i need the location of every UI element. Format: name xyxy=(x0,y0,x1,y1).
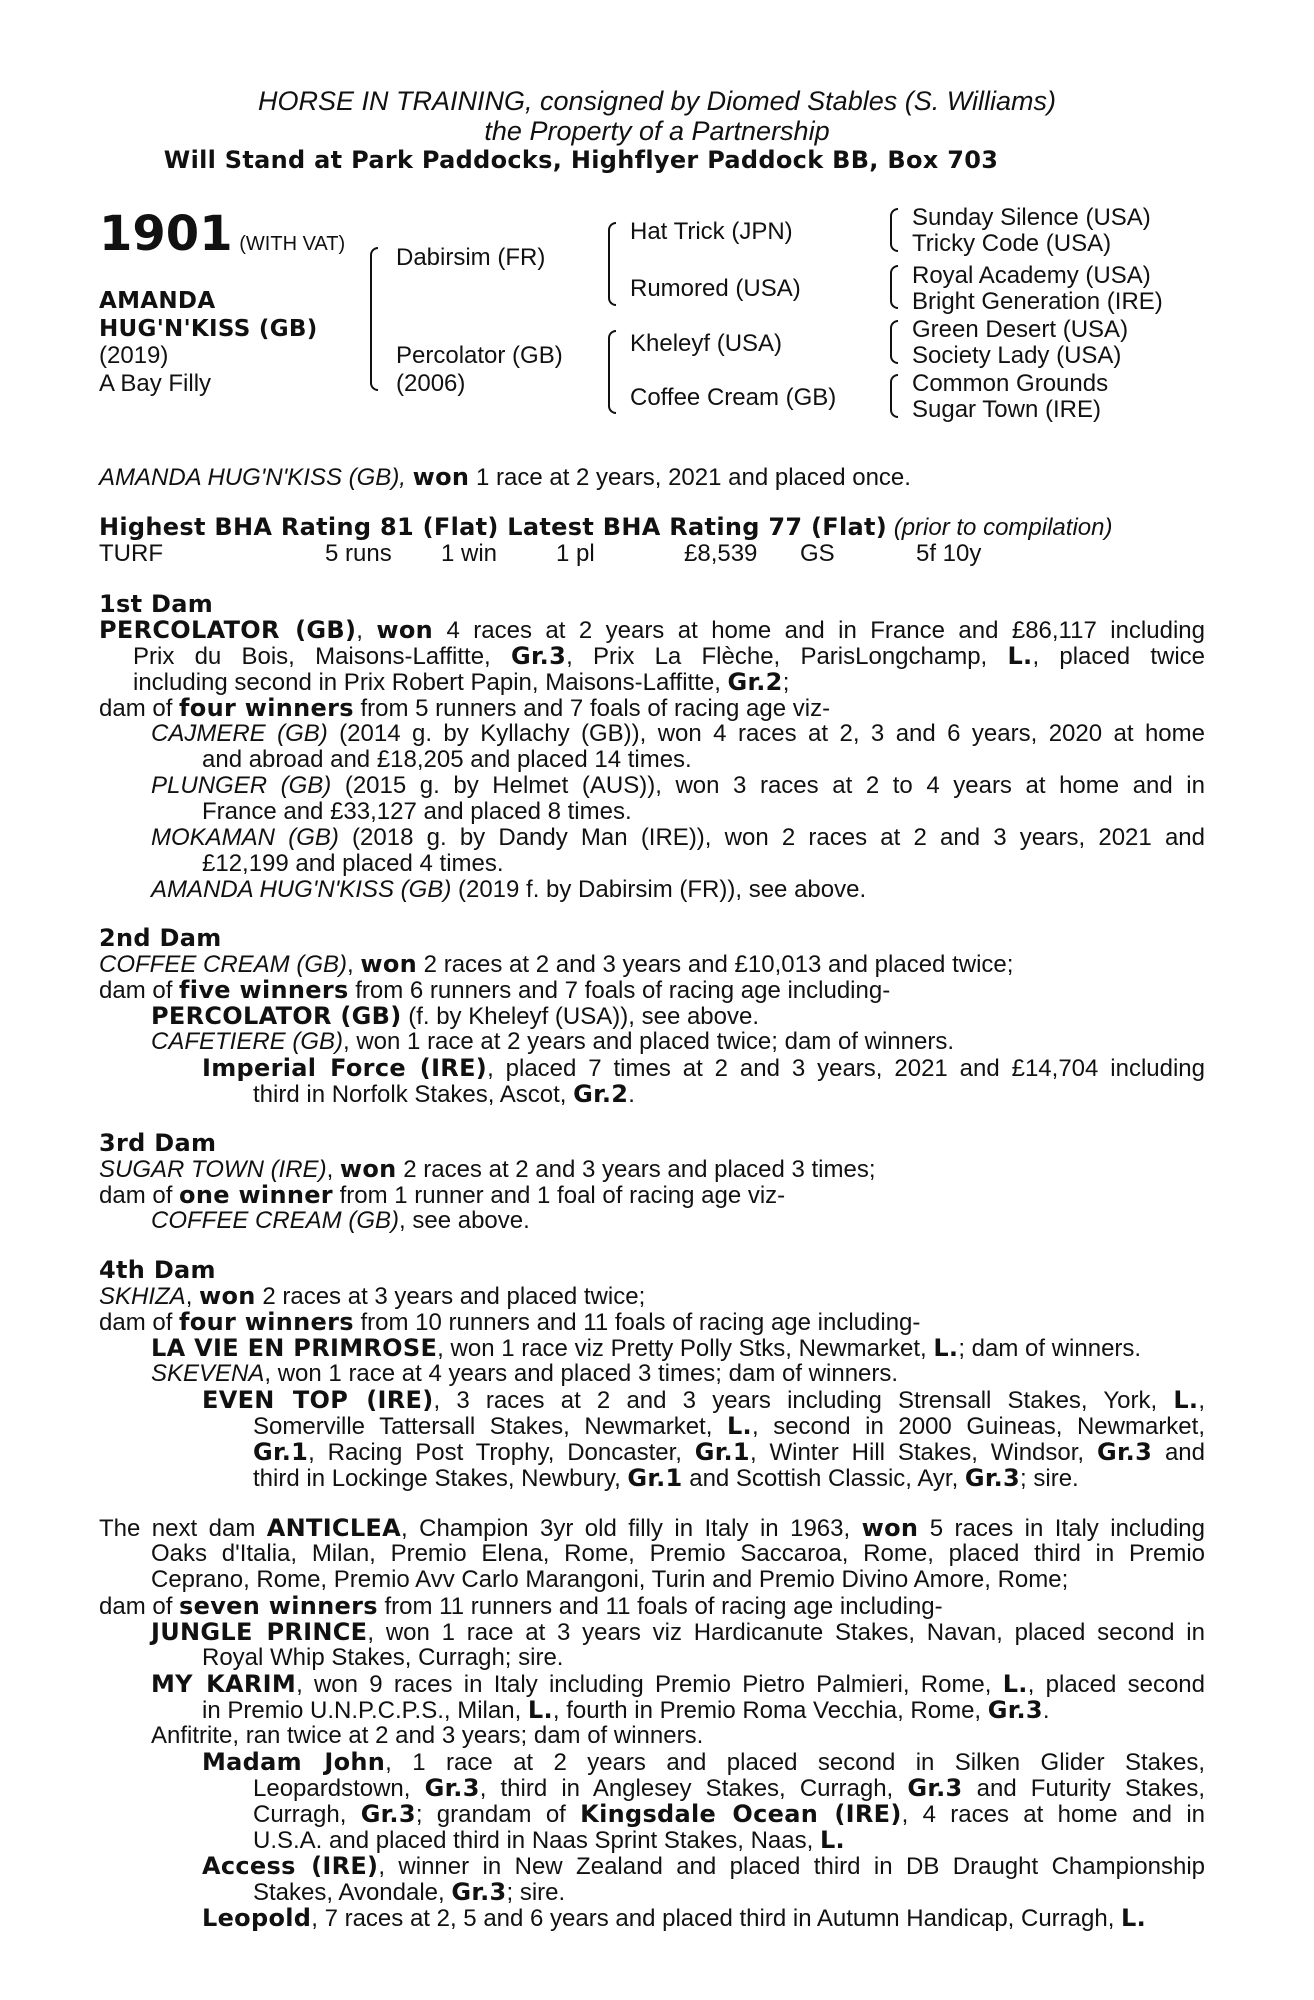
ownership-line: the Property of a Partnership xyxy=(484,116,830,146)
text: dam of xyxy=(99,977,180,1004)
race-grade: L. xyxy=(1121,1904,1147,1932)
pedigree-brace xyxy=(608,330,616,414)
dam-name: PERCOLATOR (GB) xyxy=(99,616,357,644)
great-grandsire-1: Sunday Silence (USA) xyxy=(912,204,1151,231)
race-grade: Gr.3 xyxy=(1096,1438,1153,1466)
race-grade: Gr.3 xyxy=(360,1800,416,1828)
race-grade: Gr.3 xyxy=(424,1774,480,1802)
great-grandsire-4: Common Grounds xyxy=(912,370,1109,397)
dam-year: (2006) xyxy=(396,370,466,397)
pedigree-brace xyxy=(890,374,898,418)
text: in Premio U.N.P.C.P.S., Milan, xyxy=(202,1697,528,1724)
rating-going: GS xyxy=(800,540,835,567)
horse-name-2: HUG'N'KISS (GB) xyxy=(99,316,318,342)
produce-name: Access (IRE) xyxy=(202,1852,379,1880)
race-grade: L. xyxy=(1007,642,1033,670)
first-dam-line xyxy=(133,643,1205,670)
produce-name: Leopold xyxy=(202,1904,312,1932)
foaling-year: (2019) xyxy=(99,342,169,369)
produce-entry xyxy=(151,1619,1205,1646)
produce-entry-cont xyxy=(253,1413,1205,1440)
granddam-2: Coffee Cream (GB) xyxy=(630,384,837,411)
rating-runs: 5 runs xyxy=(325,540,392,567)
dam-name: ANTICLEA xyxy=(266,1514,402,1542)
text: . xyxy=(628,1081,635,1108)
text: from 5 runners and 7 foals of racing age viz- xyxy=(353,695,831,722)
next-dam-line: Oaks d'Italia, Milan, Premio Elena, Rome, Premio Saccaroa, Rome, placed third in Premio xyxy=(151,1540,1205,1567)
race-grade: Gr.1 xyxy=(694,1438,750,1466)
produce-entry xyxy=(151,877,1257,903)
second-dam-produce-intro xyxy=(99,977,1205,1004)
produce-entry xyxy=(151,825,1205,851)
text: (2014 g. by Kyllachy (GB)), won 4 races at 2, 3 and 6 years, 2020 at home xyxy=(327,720,1205,747)
produce-name: PLUNGER (GB) xyxy=(151,772,332,799)
text: and Scottish Classic, Ayr, xyxy=(682,1465,965,1492)
text: , won 9 races in Italy including Premio Pietro Palmieri, Rome, xyxy=(296,1671,1003,1698)
rating-note: (prior to compilation) xyxy=(893,514,1113,541)
grandsire-1: Hat Trick (JPN) xyxy=(630,218,793,245)
text: dam of xyxy=(99,1309,180,1336)
produce-entry xyxy=(151,1029,1257,1055)
text: ; dam of winners. xyxy=(958,1335,1142,1362)
produce-entry xyxy=(202,1387,1205,1414)
great-grandsire-3: Green Desert (USA) xyxy=(912,316,1129,343)
text: , winner in New Zealand and placed third in DB Draught Championship xyxy=(378,1853,1205,1880)
winners-count: four winners xyxy=(179,694,354,722)
dam-name: SUGAR TOWN (IRE) xyxy=(99,1156,327,1183)
text: 2 races at 3 years and placed twice; xyxy=(255,1283,646,1310)
second-dam-heading: 2nd Dam xyxy=(99,924,222,952)
rating-distance: 5f 10y xyxy=(916,540,982,567)
great-granddam-2: Bright Generation (IRE) xyxy=(912,288,1163,315)
produce-name: CAJMERE (GB) xyxy=(151,720,328,747)
produce-entry xyxy=(151,1208,1257,1234)
text: , second in 2000 Guineas, Newmarket, xyxy=(751,1413,1205,1440)
produce-entry-cont: Royal Whip Stakes, Curragh; sire. xyxy=(202,1644,564,1671)
produce-entry xyxy=(151,1671,1205,1698)
text: from 6 runners and 7 foals of racing age including- xyxy=(348,977,891,1004)
produce-entry-cont xyxy=(253,1465,1314,1492)
text: , xyxy=(185,1283,200,1310)
text: , placed 7 times at 2 and 3 years, 2021 and £14,704 including xyxy=(487,1055,1205,1082)
rating-earnings: £8,539 xyxy=(684,540,758,567)
text: U.S.A. and placed third in Naas Sprint Stakes, Naas, xyxy=(253,1827,820,1854)
produce-entry xyxy=(151,1003,1257,1030)
race-grade: Gr.1 xyxy=(253,1438,309,1466)
summary-text: 1 race at 2 years, 2021 and placed once. xyxy=(469,464,911,491)
text: dam of xyxy=(99,695,180,722)
won-label: won xyxy=(199,1282,256,1310)
lot-number-block xyxy=(99,206,345,262)
first-dam-line xyxy=(133,669,1239,696)
produce-name: Imperial Force (IRE) xyxy=(202,1054,488,1082)
text: and xyxy=(1152,1439,1205,1466)
text: , see above. xyxy=(399,1207,530,1234)
third-dam-heading: 3rd Dam xyxy=(99,1129,217,1157)
rating-label: Highest BHA Rating 81 (Flat) Latest BHA Rating 77 (Flat) xyxy=(99,513,888,541)
first-dam-heading: 1st Dam xyxy=(99,590,214,618)
text: Somerville Tattersall Stakes, Newmarket, xyxy=(253,1413,727,1440)
text: , third in Anglesey Stakes, Curragh, xyxy=(479,1775,908,1802)
text: from 11 runners and 11 foals of racing age including- xyxy=(377,1593,943,1620)
pedigree-brace xyxy=(608,222,616,306)
produce-entry-cont xyxy=(253,1827,1314,1854)
produce-name: SKEVENA xyxy=(151,1360,265,1387)
produce-name: COFFEE CREAM (GB) xyxy=(151,1207,400,1234)
produce-entry xyxy=(151,721,1205,747)
race-grade: Gr.3 xyxy=(987,1696,1043,1724)
text: 5 races in Italy including xyxy=(918,1515,1205,1542)
produce-entry-cont xyxy=(253,1439,1205,1466)
text: , won 1 race at 3 years viz Hardicanute Stakes, Navan, placed second in xyxy=(367,1619,1205,1646)
produce-name: EVEN TOP (IRE) xyxy=(202,1386,434,1414)
text: dam of xyxy=(99,1182,180,1209)
sire: Dabirsim (FR) xyxy=(396,244,546,271)
text: (2019 f. by Dabirsim (FR)), see above. xyxy=(451,876,867,903)
winners-count: four winners xyxy=(179,1308,354,1336)
text: , won 1 race at 2 years and placed twice; dam of winners. xyxy=(343,1028,954,1055)
dam: Percolator (GB) xyxy=(396,342,563,369)
pedigree-brace xyxy=(890,208,898,252)
text: , xyxy=(356,617,377,644)
granddam-1: Rumored (USA) xyxy=(630,275,801,302)
won-label: won xyxy=(861,1514,919,1542)
horse-description: A Bay Filly xyxy=(99,370,212,397)
race-grade: Gr.1 xyxy=(627,1464,683,1492)
produce-entry xyxy=(202,1853,1205,1880)
text: , Winter Hill Stakes, Windsor, xyxy=(749,1439,1097,1466)
second-dam-line xyxy=(99,951,1205,978)
race-grade: Gr.3 xyxy=(964,1464,1021,1492)
grandsire-2: Kheleyf (USA) xyxy=(630,330,783,357)
race-grade: Gr.3 xyxy=(510,642,567,670)
dam-name: SKHIZA xyxy=(99,1283,186,1310)
great-granddam-3: Society Lady (USA) xyxy=(912,342,1122,369)
produce-name: MY KARIM xyxy=(151,1670,297,1698)
rating-wins: 1 win xyxy=(441,540,498,567)
text: from 1 runner and 1 foal of racing age viz- xyxy=(332,1182,786,1209)
text: Curragh, xyxy=(253,1801,361,1828)
summary-horse-name: AMANDA HUG'N'KISS (GB), xyxy=(99,464,406,491)
first-dam-line xyxy=(99,617,1205,644)
produce-entry xyxy=(202,1749,1205,1776)
produce-name: LA VIE EN PRIMROSE xyxy=(151,1334,438,1362)
text: ; xyxy=(782,669,790,696)
great-granddam-4: Sugar Town (IRE) xyxy=(912,396,1101,423)
next-dam-line xyxy=(99,1515,1205,1542)
race-grade: Gr.2 xyxy=(727,668,783,696)
text: , Prix La Flèche, ParisLongchamp, xyxy=(566,643,1008,670)
produce-name: AMANDA HUG'N'KISS (GB) xyxy=(151,876,452,903)
text: , 3 races at 2 and 3 years including Strensall Stakes, York, xyxy=(433,1387,1174,1414)
text: 2 races at 2 and 3 years and placed 3 times; xyxy=(396,1156,876,1183)
produce-entry-cont xyxy=(253,1081,1314,1108)
produce-name: PERCOLATOR (GB) xyxy=(151,1002,402,1030)
race-grade: L. xyxy=(1173,1386,1199,1414)
rating-placed: 1 pl xyxy=(556,540,595,567)
next-dam-produce-intro xyxy=(99,1593,1205,1620)
produce-entry xyxy=(202,1905,1308,1932)
won-label: won xyxy=(360,950,418,978)
produce-name: MOKAMAN (GB) xyxy=(151,824,339,851)
produce-entry-cont xyxy=(253,1879,1314,1906)
produce-name: Madam John xyxy=(202,1748,386,1776)
winners-count: five winners xyxy=(179,976,349,1004)
produce-entry-cont xyxy=(253,1801,1205,1828)
summary-won: won xyxy=(412,463,470,491)
produce-entry: Anfitrite, ran twice at 2 and 3 years; dam of winners. xyxy=(151,1722,704,1749)
stand-location: Will Stand at Park Paddocks, Highflyer Paddock BB, Box 703 xyxy=(163,146,999,174)
race-grade: Gr.3 xyxy=(907,1774,963,1802)
pedigree-brace xyxy=(370,247,378,391)
text: dam of xyxy=(99,1593,180,1620)
race-grade: Gr.3 xyxy=(451,1878,507,1906)
text: 2 races at 2 and 3 years and £10,013 and placed twice; xyxy=(417,951,1014,978)
text: , xyxy=(1198,1387,1206,1414)
consignor-line: HORSE IN TRAINING, consigned by Diomed Stables (S. Williams) xyxy=(258,86,1056,116)
race-grade: Gr.2 xyxy=(573,1080,629,1108)
text: Stakes, Avondale, xyxy=(253,1879,452,1906)
text: (f. by Kheleyf (USA)), see above. xyxy=(401,1003,760,1030)
text: , 4 races at home and in xyxy=(901,1801,1205,1828)
pedigree-brace xyxy=(890,320,898,364)
produce-entry-cont: France and £33,127 and placed 8 times. xyxy=(202,798,632,825)
text: , won 1 race viz Pretty Polly Stks, Newmarket, xyxy=(437,1335,934,1362)
text: , Champion 3yr old filly in Italy in 1963, xyxy=(401,1515,862,1542)
race-grade: L. xyxy=(819,1826,845,1854)
produce-entry-cont: £12,199 and placed 4 times. xyxy=(202,850,504,877)
text: 4 races at 2 years at home and in France and £86,117 including xyxy=(433,617,1205,644)
first-dam-produce-intro xyxy=(99,695,1205,722)
produce-name: JUNGLE PRINCE xyxy=(151,1618,368,1646)
rating-line xyxy=(99,514,1205,541)
text: third in Lockinge Stakes, Newbury, xyxy=(253,1465,628,1492)
won-label: won xyxy=(339,1155,397,1183)
produce-name: CAFETIERE (GB) xyxy=(151,1028,344,1055)
text: (2018 g. by Dandy Man (IRE)), won 2 races at 2 and 3 years, 2021 and xyxy=(338,824,1205,851)
text: The next dam xyxy=(99,1515,267,1542)
text: , placed twice xyxy=(1032,643,1206,670)
text: , 1 race at 2 years and placed second in Silken Glider Stakes, xyxy=(385,1749,1206,1776)
lot-number: 1901 xyxy=(99,206,233,262)
text: , Racing Post Trophy, Doncaster, xyxy=(308,1439,695,1466)
race-grade: L. xyxy=(527,1696,553,1724)
dam-name: COFFEE CREAM (GB) xyxy=(99,951,348,978)
race-grade: L. xyxy=(1002,1670,1028,1698)
produce-entry xyxy=(151,773,1205,799)
text: , placed second xyxy=(1027,1671,1205,1698)
produce-entry-cont xyxy=(202,1697,1308,1724)
text: , xyxy=(326,1156,340,1183)
text: ; sire. xyxy=(506,1879,566,1906)
text: . xyxy=(1042,1697,1050,1724)
race-grade: L. xyxy=(933,1334,959,1362)
produce-entry-cont: and abroad and £18,205 and placed 14 times. xyxy=(202,746,692,773)
text: and Futurity Stakes, xyxy=(962,1775,1205,1802)
winners-count: seven winners xyxy=(179,1592,378,1620)
vat-note: (WITH VAT) xyxy=(239,233,346,255)
next-dam-line: Ceprano, Rome, Premio Avv Carlo Marangoni, Turin and Premio Divino Amore, Rome; xyxy=(151,1566,1069,1593)
produce-entry xyxy=(202,1055,1205,1082)
text: (2015 g. by Helmet (AUS)), won 3 races at 2 to 4 years at home and in xyxy=(331,772,1205,799)
text: Leopardstown, xyxy=(253,1775,425,1802)
produce-entry xyxy=(151,1335,1257,1362)
produce-entry-cont xyxy=(253,1775,1205,1802)
text: including second in Prix Robert Papin, Maisons-Laffitte, xyxy=(133,669,728,696)
produce-name: Kingsdale Ocean (IRE) xyxy=(580,1800,902,1828)
winners-count: one winner xyxy=(179,1181,333,1209)
won-label: won xyxy=(376,616,434,644)
rating-surface: TURF xyxy=(99,540,163,567)
third-dam-produce-intro xyxy=(99,1182,1205,1209)
text: ; sire. xyxy=(1020,1465,1079,1492)
third-dam-line xyxy=(99,1156,1205,1183)
text: , xyxy=(347,951,361,978)
fourth-dam-heading: 4th Dam xyxy=(99,1256,216,1284)
text: , fourth in Premio Roma Vecchia, Rome, xyxy=(552,1697,988,1724)
pedigree-brace xyxy=(890,265,898,309)
text: third in Norfolk Stakes, Ascot, xyxy=(253,1081,574,1108)
text: , won 1 race at 4 years and placed 3 times; dam of winners. xyxy=(264,1360,899,1387)
great-granddam-1: Tricky Code (USA) xyxy=(912,230,1112,257)
text: ; grandam of xyxy=(415,1801,581,1828)
text: from 10 runners and 11 foals of racing age including- xyxy=(353,1309,921,1336)
text: Prix du Bois, Maisons-Laffitte, xyxy=(133,643,511,670)
text: , 7 races at 2, 5 and 6 years and placed third in Autumn Handicap, Curragh, xyxy=(311,1905,1122,1932)
race-grade: L. xyxy=(726,1412,752,1440)
fourth-dam-line xyxy=(99,1283,1205,1310)
great-grandsire-2: Royal Academy (USA) xyxy=(912,262,1151,289)
race-summary xyxy=(99,464,1205,491)
produce-entry xyxy=(151,1361,1257,1387)
fourth-dam-produce-intro xyxy=(99,1309,1205,1336)
horse-name-1: AMANDA xyxy=(99,288,216,314)
